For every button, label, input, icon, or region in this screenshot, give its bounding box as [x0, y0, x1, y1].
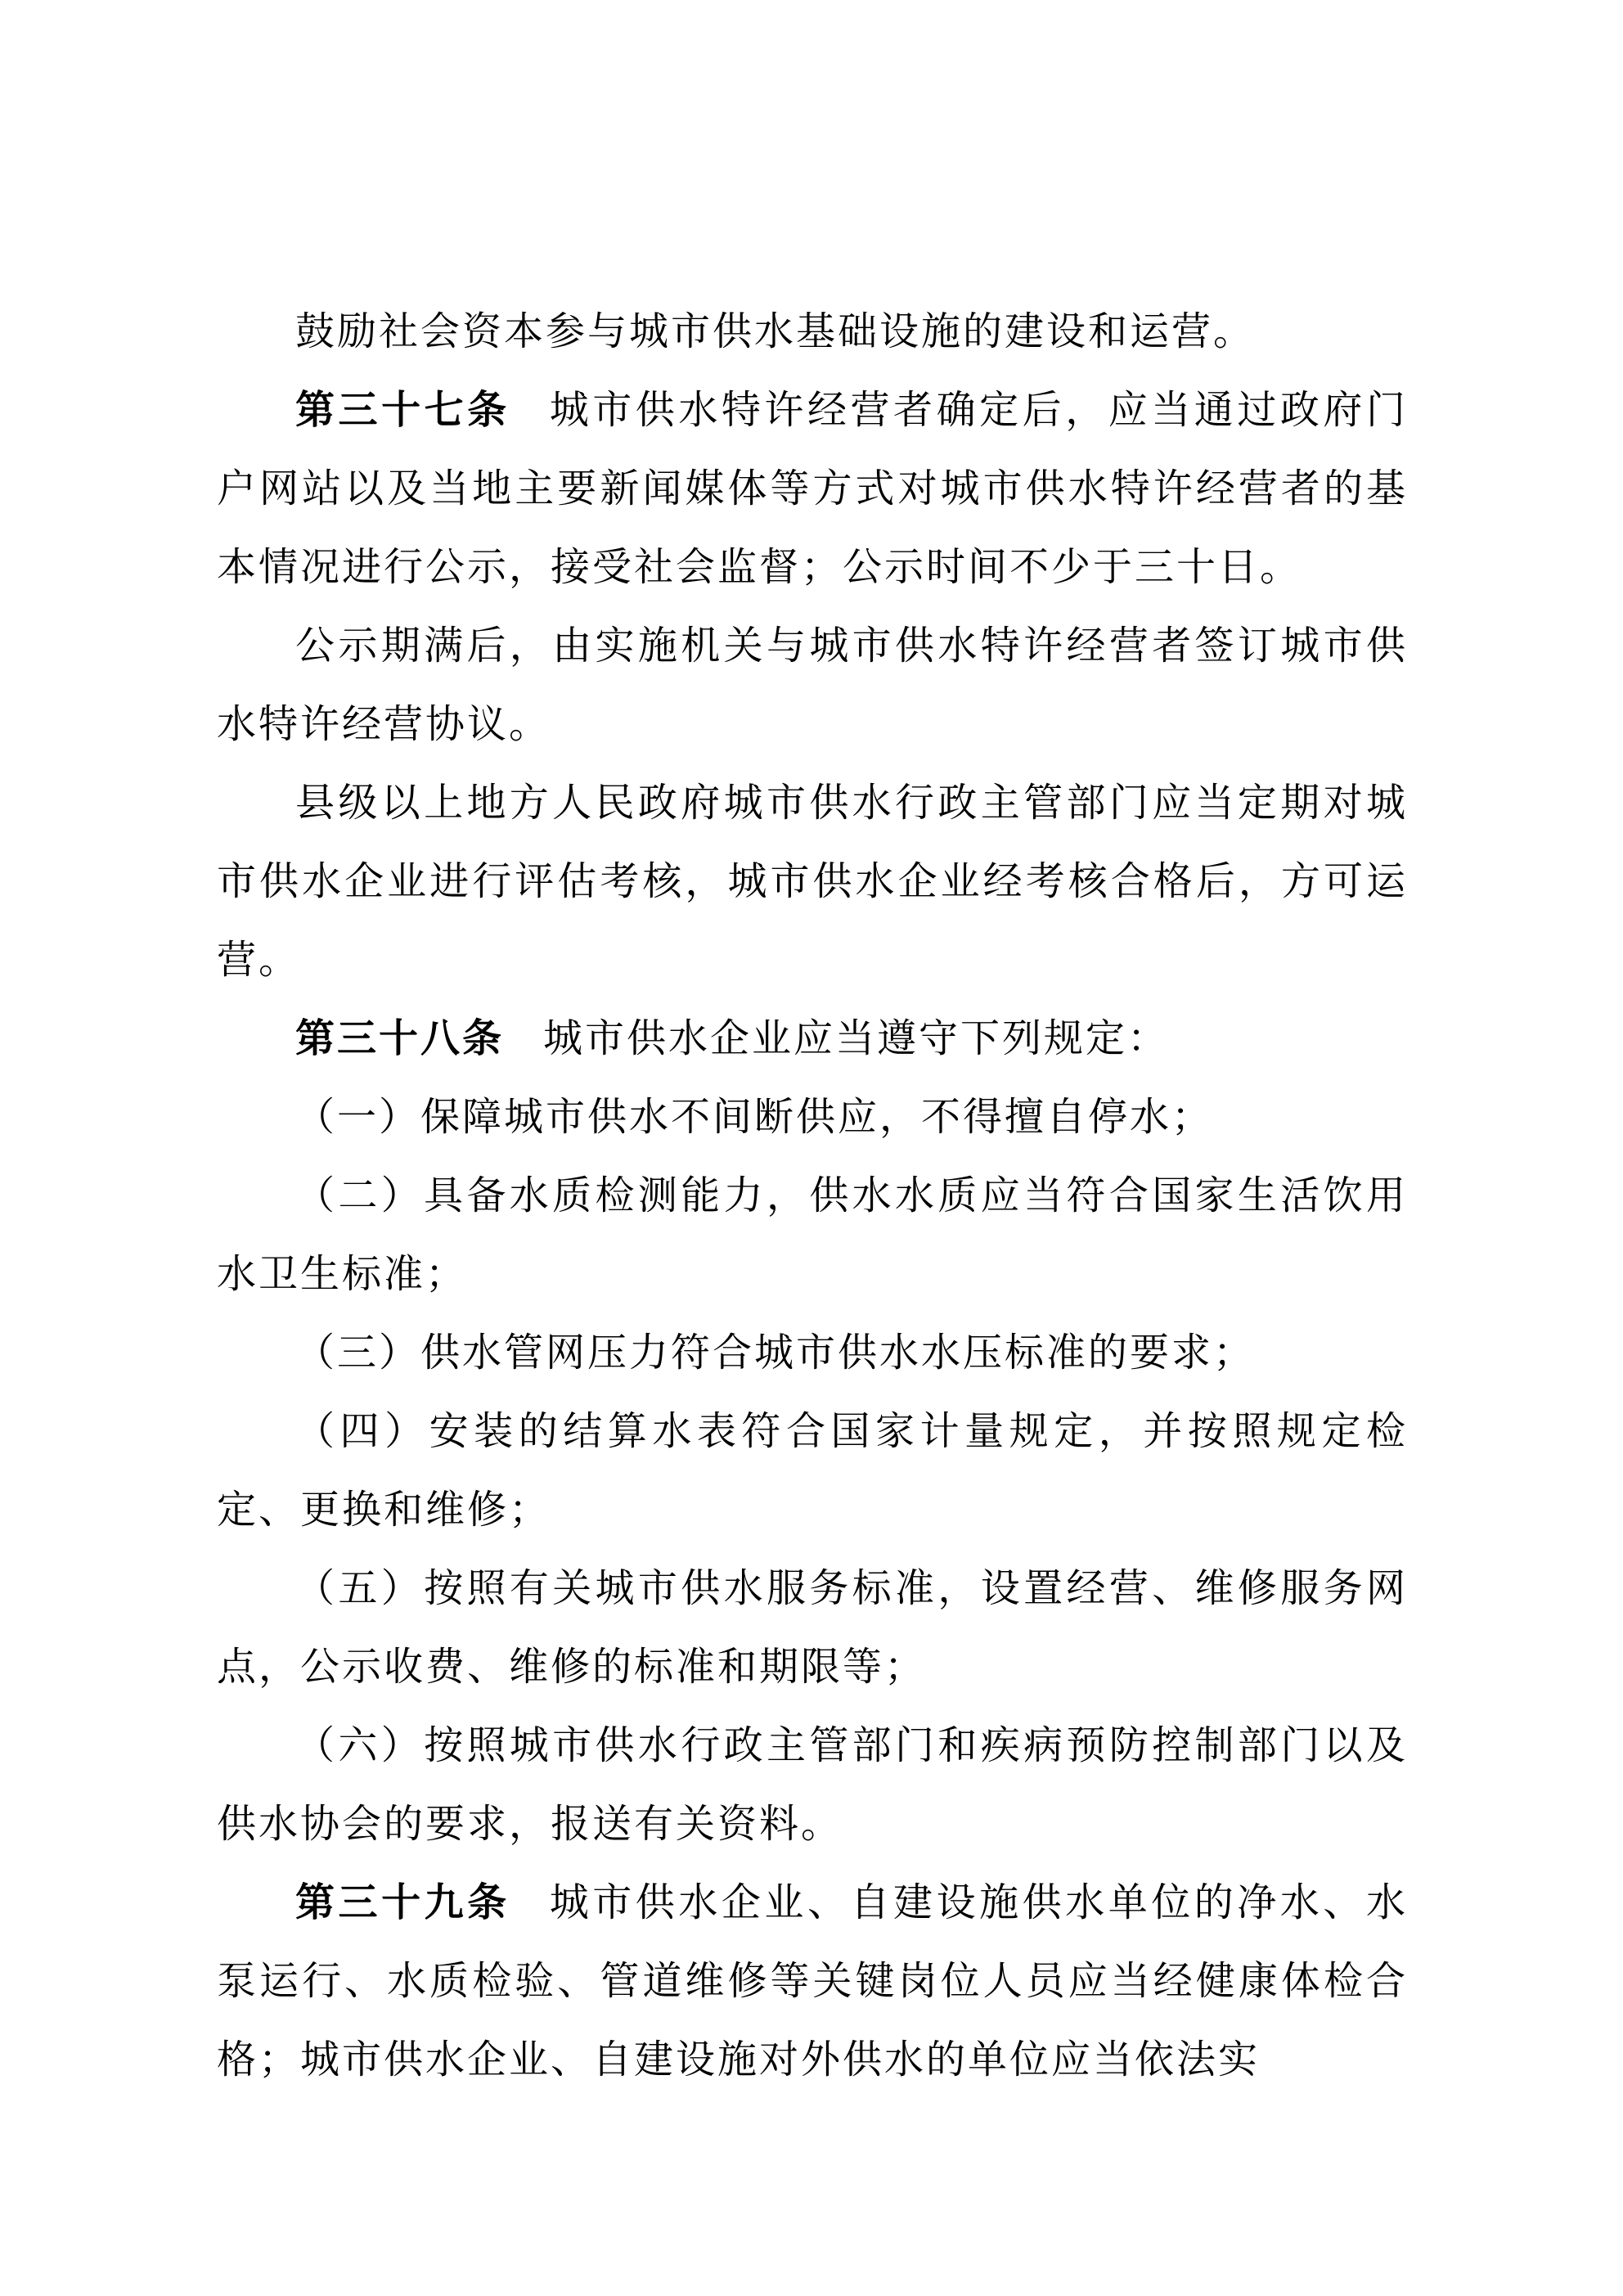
paragraph-text: 城市供水企业应当遵守下列规定：	[543, 1017, 1170, 1060]
list-item-paragraph	[217, 1314, 1408, 1393]
paragraph-text: （六）按照城市供水行政主管部门和疾病预防控制部门以及供水协会的要求，报送有关资料。	[217, 1724, 1408, 1846]
paragraph-text: （五）按照有关城市供水服务标准，设置经营、维修服务网点，公示收费、维修的标准和期限等；	[217, 1567, 1408, 1689]
article-paragraph	[217, 1000, 1408, 1078]
list-item-paragraph	[217, 1078, 1408, 1157]
article-number: 第三十九条	[295, 1881, 510, 1925]
article-paragraph	[217, 371, 1408, 607]
paragraph-text: 鼓励社会资本参与城市供水基础设施的建设和运营。	[295, 310, 1256, 353]
paragraph-text: 公示期满后，由实施机关与城市供水特许经营者签订城市供水特许经营协议。	[217, 624, 1408, 746]
paragraph-text: 城市供水特许经营者确定后，应当通过政府门户网站以及当地主要新闻媒体等方式对城市供水特许经营者的基本情况进行公示，接受社会监督；公示时间不少于三十日。	[217, 389, 1408, 589]
list-item-paragraph	[217, 1550, 1408, 1707]
list-item-paragraph	[217, 1393, 1408, 1550]
paragraph	[217, 607, 1408, 764]
article-paragraph	[217, 1864, 1408, 2100]
list-item-paragraph	[217, 1157, 1408, 1314]
paragraph-text: 县级以上地方人民政府城市供水行政主管部门应当定期对城市供水企业进行评估考核，城市供水企业经考核合格后，方可运营。	[217, 781, 1408, 982]
paragraph-text: （四）安装的结算水表符合国家计量规定，并按照规定检定、更换和维修；	[217, 1410, 1408, 1532]
paragraph	[217, 764, 1408, 1000]
paragraph-text: （一）保障城市供水不间断供应，不得擅自停水；	[295, 1096, 1214, 1139]
article-number: 第三十七条	[295, 389, 510, 432]
paragraph-text: （三）供水管网压力符合城市供水水压标准的要求；	[295, 1331, 1256, 1375]
document-text-block	[217, 293, 1408, 2100]
paragraph-text: （二）具备水质检测能力，供水水质应当符合国家生活饮用水卫生标准；	[217, 1174, 1408, 1296]
paragraph-text: 城市供水企业、自建设施供水单位的净水、水泵运行、水质检验、管道维修等关键岗位人员应当经健康体检合格；城市供水企业、自建设施对外供水的单位应当依法实	[217, 1881, 1408, 2082]
paragraph	[217, 293, 1408, 371]
article-number: 第三十八条	[295, 1017, 505, 1060]
list-item-paragraph	[217, 1707, 1408, 1864]
